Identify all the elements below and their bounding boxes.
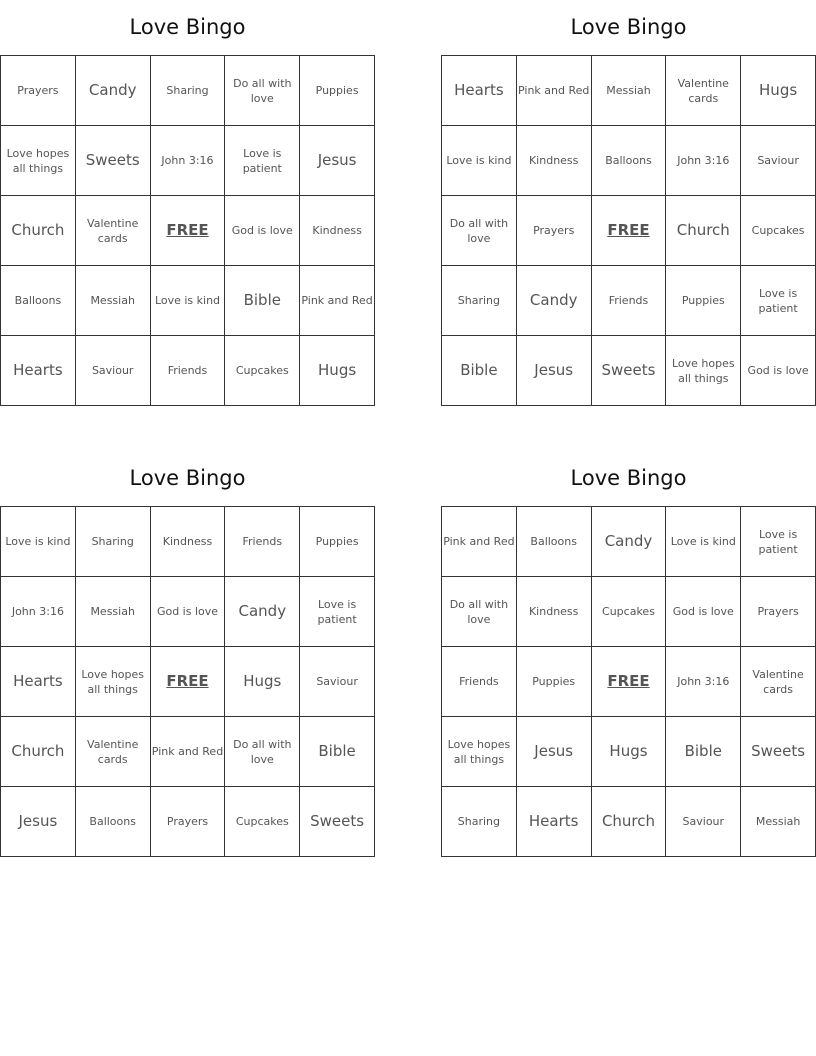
bingo-cell: Friends xyxy=(151,336,226,406)
bingo-cell: Pink and Red xyxy=(300,266,375,336)
bingo-cell: Love hopes all things xyxy=(666,336,741,406)
bingo-cell: Jesus xyxy=(300,126,375,196)
bingo-cell: Bible xyxy=(442,336,517,406)
bingo-cell: Kindness xyxy=(151,507,226,577)
bingo-cell: Pink and Red xyxy=(442,507,517,577)
card-title: Love Bingo xyxy=(129,15,246,39)
card-title: Love Bingo xyxy=(129,466,246,490)
bingo-cell: Saviour xyxy=(76,336,151,406)
bingo-cell: Bible xyxy=(300,717,375,787)
bingo-cell: Saviour xyxy=(300,647,375,717)
bingo-cell: Valentine cards xyxy=(741,647,816,717)
bingo-cell: Sharing xyxy=(151,56,226,126)
bingo-cell: Love is kind xyxy=(151,266,226,336)
bingo-cell: Jesus xyxy=(517,717,592,787)
bingo-cell: Friends xyxy=(442,647,517,717)
bingo-cell: Hearts xyxy=(442,56,517,126)
bingo-cell: Hugs xyxy=(592,717,667,787)
bingo-cell: Friends xyxy=(592,266,667,336)
card-title: Love Bingo xyxy=(570,15,687,39)
bingo-cell: John 3:16 xyxy=(151,126,226,196)
bingo-cell: Messiah xyxy=(741,787,816,857)
bingo-cell: Valentine cards xyxy=(76,196,151,266)
bingo-cell: Candy xyxy=(517,266,592,336)
bingo-cell: Balloons xyxy=(76,787,151,857)
bingo-cell: Church xyxy=(592,787,667,857)
bingo-cell: God is love xyxy=(666,577,741,647)
bingo-grid xyxy=(0,506,375,857)
bingo-cell: Balloons xyxy=(592,126,667,196)
bingo-cell: Prayers xyxy=(151,787,226,857)
bingo-cell: Love is patient xyxy=(300,577,375,647)
bingo-cell: Church xyxy=(1,717,76,787)
bingo-cell: Hugs xyxy=(225,647,300,717)
bingo-cell: John 3:16 xyxy=(1,577,76,647)
bingo-cell: Pink and Red xyxy=(151,717,226,787)
free-space-cell: FREE xyxy=(592,196,667,266)
bingo-cell: Love hopes all things xyxy=(442,717,517,787)
bingo-cell: Love hopes all things xyxy=(76,647,151,717)
bingo-cell: God is love xyxy=(225,196,300,266)
bingo-grid xyxy=(441,506,816,857)
bingo-cell: Love is patient xyxy=(741,507,816,577)
free-space-cell: FREE xyxy=(151,196,226,266)
bingo-cell: Puppies xyxy=(300,56,375,126)
bingo-cell: Church xyxy=(666,196,741,266)
bingo-cell: Balloons xyxy=(517,507,592,577)
bingo-cell: Sharing xyxy=(76,507,151,577)
bingo-cell: Saviour xyxy=(666,787,741,857)
bingo-cell: Hearts xyxy=(517,787,592,857)
bingo-cell: Church xyxy=(1,196,76,266)
bingo-cell: Love is kind xyxy=(666,507,741,577)
free-space-cell: FREE xyxy=(151,647,226,717)
bingo-cell: John 3:16 xyxy=(666,647,741,717)
bingo-cell: Do all with love xyxy=(225,56,300,126)
bingo-cell: Messiah xyxy=(76,266,151,336)
bingo-cell: Puppies xyxy=(300,507,375,577)
bingo-cell: Pink and Red xyxy=(517,56,592,126)
bingo-cell: Valentine cards xyxy=(666,56,741,126)
bingo-cell: Cupcakes xyxy=(225,787,300,857)
card-title: Love Bingo xyxy=(570,466,687,490)
bingo-cell: Do all with love xyxy=(442,577,517,647)
bingo-cell: Prayers xyxy=(517,196,592,266)
bingo-cell: John 3:16 xyxy=(666,126,741,196)
bingo-cell: Sweets xyxy=(592,336,667,406)
bingo-cell: Hugs xyxy=(300,336,375,406)
bingo-cell: Puppies xyxy=(666,266,741,336)
bingo-cell: Love is patient xyxy=(741,266,816,336)
bingo-cell: Bible xyxy=(225,266,300,336)
bingo-cell: Sharing xyxy=(442,266,517,336)
bingo-cell: Jesus xyxy=(1,787,76,857)
bingo-cell: Valentine cards xyxy=(76,717,151,787)
bingo-cell: Balloons xyxy=(1,266,76,336)
bingo-grid xyxy=(0,55,375,406)
bingo-cell: Bible xyxy=(666,717,741,787)
bingo-cell: Puppies xyxy=(517,647,592,717)
free-space-cell: FREE xyxy=(592,647,667,717)
bingo-cell: Hugs xyxy=(741,56,816,126)
bingo-cell: Messiah xyxy=(76,577,151,647)
bingo-cell: Prayers xyxy=(1,56,76,126)
bingo-cell: Cupcakes xyxy=(592,577,667,647)
bingo-cell: Candy xyxy=(76,56,151,126)
bingo-cell: Saviour xyxy=(741,126,816,196)
bingo-cell: Hearts xyxy=(1,336,76,406)
bingo-cell: Candy xyxy=(592,507,667,577)
bingo-cell: Sweets xyxy=(741,717,816,787)
bingo-cell: Friends xyxy=(225,507,300,577)
bingo-cell: Sharing xyxy=(442,787,517,857)
bingo-cell: Kindness xyxy=(517,577,592,647)
bingo-cell: Jesus xyxy=(517,336,592,406)
bingo-cell: Candy xyxy=(225,577,300,647)
bingo-cell: Love is kind xyxy=(442,126,517,196)
bingo-cell: Sweets xyxy=(300,787,375,857)
bingo-cell: God is love xyxy=(151,577,226,647)
bingo-grid xyxy=(441,55,816,406)
bingo-cell: Messiah xyxy=(592,56,667,126)
bingo-cell: Kindness xyxy=(517,126,592,196)
bingo-cell: Do all with love xyxy=(442,196,517,266)
bingo-cell: Love is kind xyxy=(1,507,76,577)
bingo-cell: Love hopes all things xyxy=(1,126,76,196)
bingo-cell: Do all with love xyxy=(225,717,300,787)
bingo-cell: Cupcakes xyxy=(225,336,300,406)
bingo-cell: Prayers xyxy=(741,577,816,647)
bingo-cell: Love is patient xyxy=(225,126,300,196)
bingo-cell: Hearts xyxy=(1,647,76,717)
bingo-cell: Kindness xyxy=(300,196,375,266)
bingo-cell: Cupcakes xyxy=(741,196,816,266)
bingo-cell: God is love xyxy=(741,336,816,406)
bingo-cell: Sweets xyxy=(76,126,151,196)
